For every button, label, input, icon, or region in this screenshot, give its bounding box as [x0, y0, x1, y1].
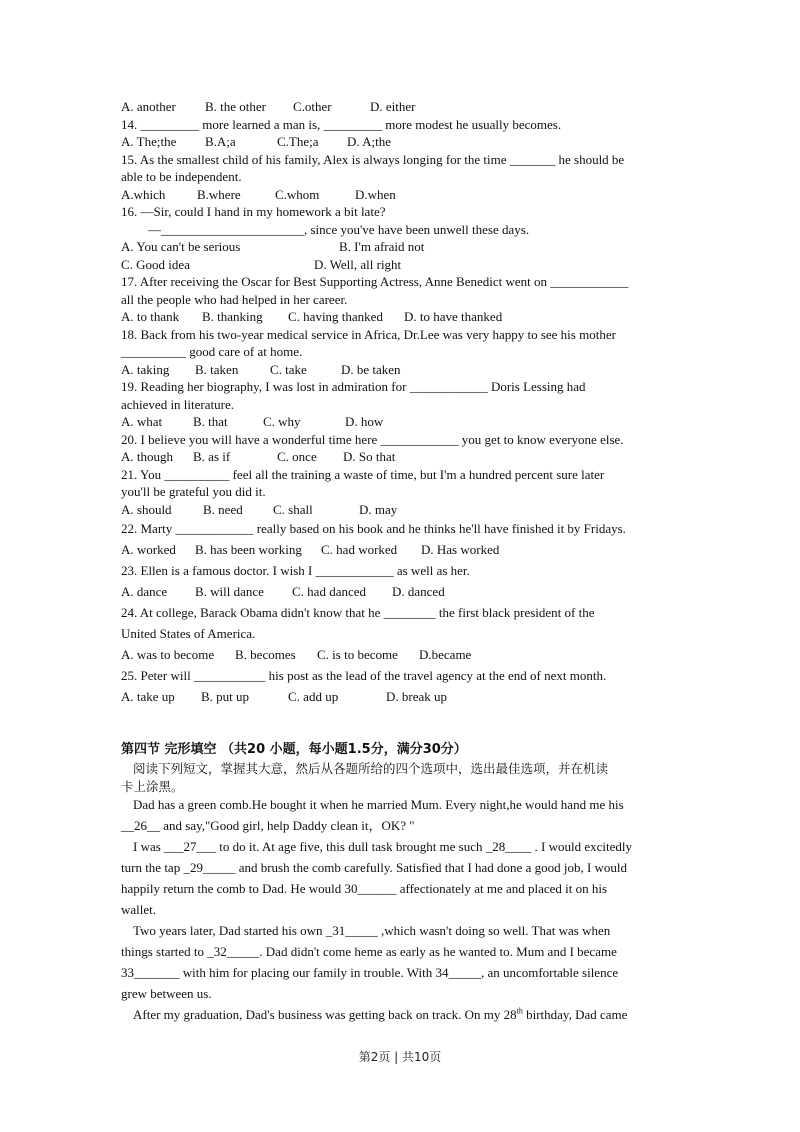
q21-option-a: A. should: [121, 502, 172, 517]
q25-option-a: A. take up: [121, 689, 175, 704]
passage-p4-text-before: After my graduation, Dad's business was getting back on track. On my 28: [133, 1007, 517, 1022]
q20-options: [121, 448, 681, 465]
passage-p2-line3: happily return the comb to Dad. He would 30______ affectionately at me and placed it on his: [121, 881, 608, 896]
q15-option-d: D.when: [355, 187, 396, 202]
q16-reply: —______________________, since you've have been unwell these days.: [148, 222, 530, 237]
q13-option-b: B. the other: [205, 99, 267, 114]
q23-option-d: D. danced: [392, 584, 445, 599]
q21-options: [121, 501, 681, 518]
q17-stem-1: 17. After receiving the Oscar for Best Supporting Actress, Anne Benedict went on ____________: [121, 274, 629, 289]
q22-stem: 22. Marty ____________ really based on his book and he thinks he'll have finished it by Fridays.: [121, 521, 626, 536]
q18-option-c: C. take: [270, 362, 307, 377]
q21-stem-1: 21. You __________ feel all the training a waste of time, but I'm a hundred percent sure later: [121, 467, 605, 482]
section-instruction-2: 卡上涂黑。: [121, 779, 184, 794]
q25-option-c: C. add up: [288, 689, 339, 704]
q22-option-c: C. had worked: [321, 542, 398, 557]
q20-option-d: D. So that: [343, 449, 396, 464]
q18-options: [121, 361, 681, 378]
q17-option-a: A. to thank: [121, 309, 180, 324]
q18-option-a: A. taking: [121, 362, 170, 377]
q14-option-a: A. The;the: [121, 134, 177, 149]
q13-option-a: A. another: [121, 99, 176, 114]
q24-stem-2: United States of America.: [121, 626, 256, 641]
q21-stem-2: you'll be grateful you did it.: [121, 484, 266, 499]
q13-option-c: C.other: [293, 99, 332, 114]
page-footer: 第2页 | 共10页: [358, 1050, 442, 1064]
q23-stem: 23. Ellen is a famous doctor. I wish I ____________ as well as her.: [121, 563, 470, 578]
passage-p2-line4: wallet.: [121, 902, 157, 917]
q23-option-a: A. dance: [121, 584, 168, 599]
q24-option-a: A. was to become: [121, 647, 215, 662]
q22-option-d: D. Has worked: [421, 542, 500, 557]
q16-options-row1: [121, 238, 681, 255]
ordinal-suffix: th: [516, 1006, 523, 1016]
q24-options: [121, 646, 681, 663]
q18-option-b: B. taken: [195, 362, 239, 377]
q15-stem-2: able to be independent.: [121, 169, 242, 184]
q23-option-b: B. will dance: [195, 584, 264, 599]
passage-p3-line3: 33_______ with him for placing our family in trouble. With 34_____, an uncomfortable silence: [121, 965, 619, 980]
passage-p2-line1: I was ___27___ to do it. At age five, this dull task brought me such _28____ . I would excitedly: [133, 839, 632, 854]
q15-option-b: B.where: [197, 187, 241, 202]
q24-option-b: B. becomes: [235, 647, 296, 662]
q20-option-a: A. though: [121, 449, 173, 464]
q16-option-b: B. I'm afraid not: [339, 239, 425, 254]
passage-p3-line1: Two years later, Dad started his own _31_____ ,which wasn't doing so well. That was when: [133, 923, 611, 938]
passage-p2-line2: turn the tap _29_____ and brush the comb carefully. Satisfied that I had done a good job, I would: [121, 860, 628, 875]
q19-option-b: B. that: [193, 414, 228, 429]
q20-stem: 20. I believe you will have a wonderful time here ____________ you get to know everyone else.: [121, 432, 624, 447]
q15-options: [121, 186, 681, 203]
q13-option-d: D. either: [370, 99, 416, 114]
q16-options-row2: [121, 256, 681, 273]
q24-stem-1: 24. At college, Barack Obama didn't know that he ________ the first black president of the: [121, 605, 595, 620]
q15-option-a: A.which: [121, 187, 166, 202]
q19-stem-1: 19. Reading her biography, I was lost in admiration for ____________ Doris Lessing had: [121, 379, 586, 394]
q18-stem-1: 18. Back from his two-year medical service in Africa, Dr.Lee was very happy to see his mother: [121, 327, 616, 342]
q14-option-b: B.A;a: [205, 134, 236, 149]
section-heading: 第四节 完形填空 （共20 小题，每小题1.5分，满分30分）: [121, 742, 467, 757]
q15-stem-1: 15. As the smallest child of his family, Alex is always longing for the time _______ he should be: [121, 152, 625, 167]
q19-options: [121, 413, 681, 430]
q17-option-c: C. having thanked: [288, 309, 383, 324]
q21-option-c: C. shall: [273, 502, 313, 517]
passage-p1-line1: Dad has a green comb.He bought it when he married Mum. Every night,he would hand me his: [133, 797, 624, 812]
q16-option-c: C. Good idea: [121, 257, 190, 272]
q19-option-a: A. what: [121, 414, 163, 429]
q21-option-d: D. may: [359, 502, 398, 517]
q17-options: [121, 308, 681, 325]
q16-option-a: A. You can't be serious: [121, 239, 241, 254]
q13-options: [121, 98, 681, 115]
q17-option-b: B. thanking: [202, 309, 263, 324]
q17-option-d: D. to have thanked: [404, 309, 503, 324]
q25-options: [121, 688, 681, 705]
q16-option-d: D. Well, all right: [314, 257, 402, 272]
q14-option-d: D. A;the: [347, 134, 392, 149]
section-instruction-1: 阅读下列短文，掌握其大意，然后从各题所给的四个选项中，选出最佳选项，并在机读: [133, 761, 609, 776]
q18-option-d: D. be taken: [341, 362, 401, 377]
q20-option-b: B. as if: [193, 449, 231, 464]
q22-options: [121, 541, 681, 558]
q22-option-a: A. worked: [121, 542, 176, 557]
q24-option-d: D.became: [419, 647, 472, 662]
q14-options: [121, 133, 681, 150]
q19-stem-2: achieved in literature.: [121, 397, 234, 412]
passage-p3-line2: things started to _32_____. Dad didn't come heme as early as he wanted to. Mum and I became: [121, 944, 617, 959]
q25-stem: 25. Peter will ___________ his post as the lead of the travel agency at the end of next month.: [121, 668, 607, 683]
q20-option-c: C. once: [277, 449, 317, 464]
q16-stem: 16. —Sir, could I hand in my homework a bit late?: [121, 204, 386, 219]
passage-p3-line4: grew between us.: [121, 986, 212, 1001]
q21-option-b: B. need: [203, 502, 243, 517]
q22-option-b: B. has been working: [195, 542, 302, 557]
q19-option-d: D. how: [345, 414, 384, 429]
q17-stem-2: all the people who had helped in her career.: [121, 292, 348, 307]
passage-p4-line1: [133, 1006, 693, 1023]
q19-option-c: C. why: [263, 414, 301, 429]
q23-options: [121, 583, 681, 600]
q25-option-d: D. break up: [386, 689, 448, 704]
passage-p1-line2: __26__ and say,"Good girl, help Daddy clean it，OK? ": [121, 818, 415, 833]
passage-p4-text-after: birthday, Dad came: [522, 1007, 628, 1022]
q15-option-c: C.whom: [275, 187, 320, 202]
q18-stem-2: __________ good care of at home.: [121, 344, 303, 359]
q24-option-c: C. is to become: [317, 647, 398, 662]
q23-option-c: C. had danced: [292, 584, 367, 599]
q14-stem: 14. _________ more learned a man is, _________ more modest he usually becomes.: [121, 117, 562, 132]
q25-option-b: B. put up: [201, 689, 250, 704]
q14-option-c: C.The;a: [277, 134, 319, 149]
